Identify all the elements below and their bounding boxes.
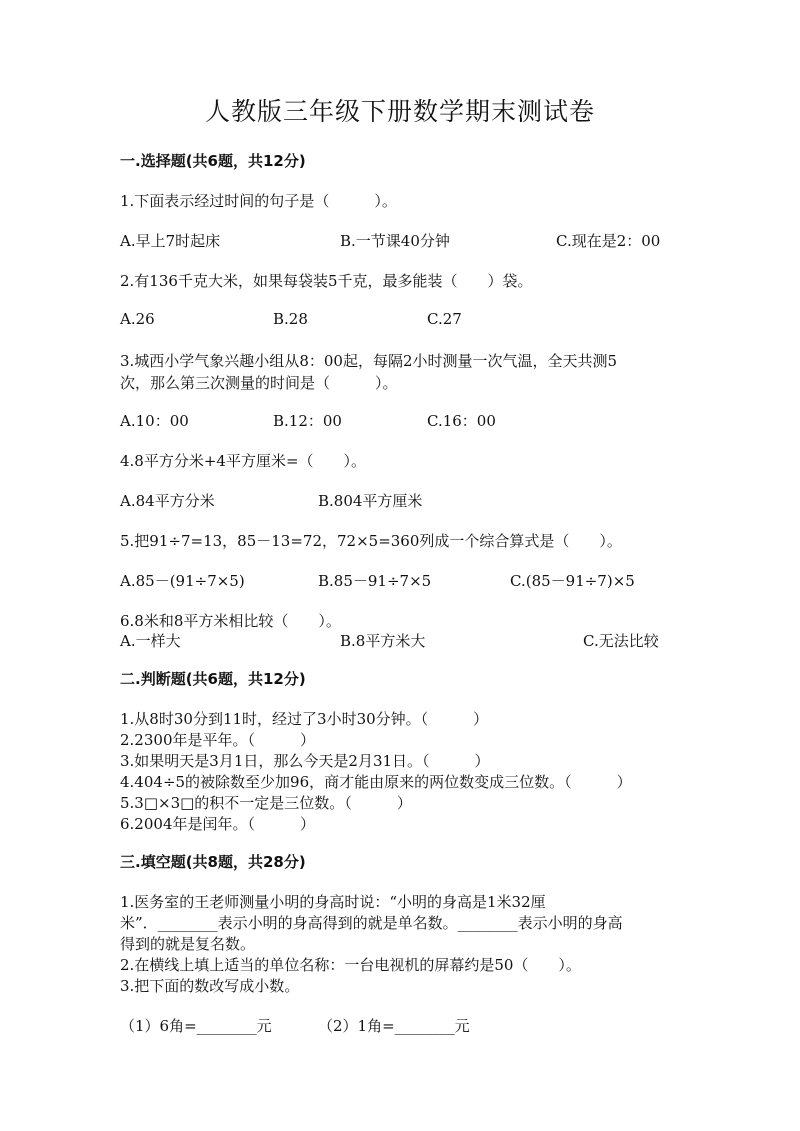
judge-item-3: 3.如果明天是3月1日，那么今天是2月31日。（ ） xyxy=(120,752,490,770)
judge-item-1: 1.从8时30分到11时，经过了3小时30分钟。（ ） xyxy=(120,710,489,728)
judge-item-4: 4.404÷5的被除数至少加96，商才能由原来的两位数变成三位数。（ ） xyxy=(120,773,632,791)
choice-2-option-b: B.28 xyxy=(273,310,308,328)
fill-sub-question-1: （1）6角=________元 xyxy=(120,1017,272,1035)
choice-5-option-a: A.85－(91÷7×5) xyxy=(120,572,245,590)
choice-4-option-a: A.84平方分米 xyxy=(120,492,215,510)
choice-question-5: 5.把91÷7=13，85－13=72，72×5=360列成一个综合算式是（ ）。 xyxy=(120,532,622,550)
choice-2-option-c: C.27 xyxy=(427,310,462,328)
choice-question-2: 2.有136千克大米，如果每袋装5千克，最多能装（ ）袋。 xyxy=(120,272,533,290)
fill-question-1-line-2: 米”．________表示小明的身高得到的就是单名数。________表示小明的身高 xyxy=(120,914,623,932)
judge-item-6: 6.2004年是闰年。（ ） xyxy=(120,815,315,833)
choice-3-option-a: A.10：00 xyxy=(120,412,189,430)
fill-question-2: 2.在横线上填上适当的单位名称：一台电视机的屏幕约是50（ ）。 xyxy=(120,956,581,974)
fill-question-1-line-3: 得到的就是复名数。 xyxy=(120,935,256,953)
choice-question-3-line-1: 3.城西小学气象兴趣小组从8：00起，每隔2小时测量一次气温，全天共测5 xyxy=(120,352,618,370)
choice-6-option-b: B.8平方米大 xyxy=(340,632,426,650)
judge-item-5: 5.3□×3□的积不一定是三位数。（ ） xyxy=(120,794,412,812)
fill-question-1-line-1: 1.医务室的王老师测量小明的身高时说：“小明的身高是1米32厘 xyxy=(120,893,546,911)
choice-question-1: 1.下面表示经过时间的句子是（ ）。 xyxy=(120,192,397,210)
choice-3-option-b: B.12：00 xyxy=(273,412,342,430)
choice-question-4: 4.8平方分米+4平方厘米=（ ）。 xyxy=(120,452,367,470)
section-heading-judge: 二.判断题(共6题，共12分) xyxy=(120,670,306,688)
choice-1-option-c: C.现在是2：00 xyxy=(556,232,661,250)
section-heading-fill: 三.填空题(共8题，共28分) xyxy=(120,853,306,871)
section-heading-choice: 一.选择题(共6题，共12分) xyxy=(120,152,306,170)
exam-title: 人教版三年级下册数学期末测试卷 xyxy=(204,97,595,126)
choice-5-option-b: B.85－91÷7×5 xyxy=(318,572,432,590)
choice-6-option-c: C.无法比较 xyxy=(583,632,659,650)
fill-sub-question-2: （2）1角=________元 xyxy=(318,1017,470,1035)
judge-item-2: 2.2300年是平年。（ ） xyxy=(120,731,315,749)
choice-question-3-line-2: 次，那么第三次测量的时间是（ ）。 xyxy=(120,374,398,392)
choice-3-option-c: C.16：00 xyxy=(427,412,496,430)
choice-6-option-a: A.一样大 xyxy=(120,632,181,650)
choice-1-option-a: A.早上7时起床 xyxy=(120,232,221,250)
choice-2-option-a: A.26 xyxy=(120,310,155,328)
choice-1-option-b: B.一节课40分钟 xyxy=(340,232,450,250)
choice-question-6: 6.8米和8平方米相比较（ ）。 xyxy=(120,612,341,630)
fill-question-3: 3.把下面的数改写成小数。 xyxy=(120,977,300,995)
choice-4-option-b: B.804平方厘米 xyxy=(318,492,423,510)
choice-5-option-c: C.(85－91÷7)×5 xyxy=(510,572,635,590)
